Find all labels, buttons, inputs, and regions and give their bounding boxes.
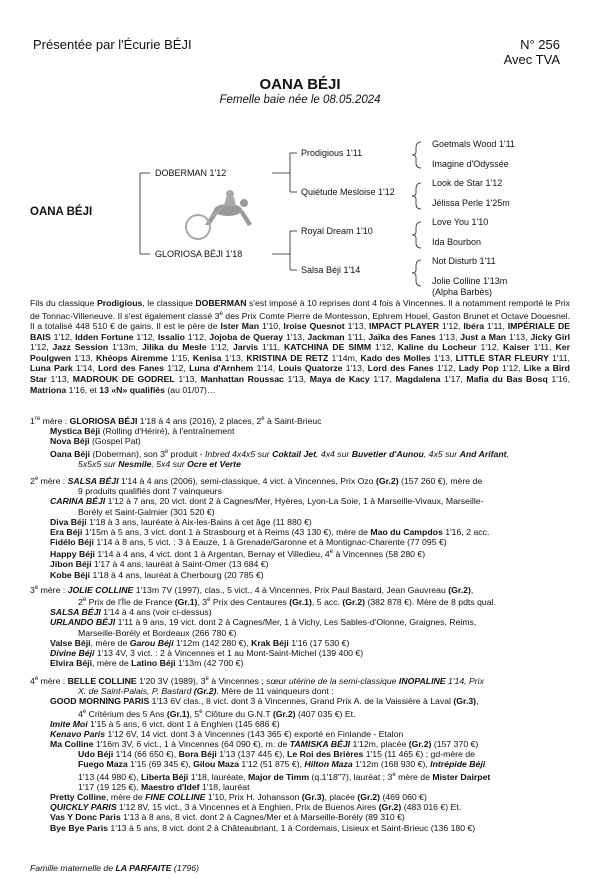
section-line: Diva Béji 1'18 à 3 ans, lauréate à Aix-les-Bains à cet âge (11 880 €) (50, 516, 312, 527)
text-run: Ma Colline (50, 739, 94, 749)
text-run: Hilton Maza (304, 759, 353, 770)
section-line: CARINA BÉJI 1'12 à 7 ans, 20 vict. dont 2 à Cagnes/Mer, Hyères, Lyon-La Soie, 1 à Marseille-Vivaux, Marseille- (50, 496, 484, 507)
section-line: Vas Y Donc Paris 1'13 à 8 ans, 8 vict. dont 2 à Cagnes/Mer et à Marseille-Borély (89 310 €) (50, 812, 405, 823)
text-run: Jackman (307, 331, 345, 342)
text-run: Kaiser (503, 342, 530, 353)
text-run: , 4x5 sur (423, 448, 460, 459)
text-run: INOPALINE (398, 675, 446, 686)
text-run: KRISTINA DE RETZ (246, 352, 329, 363)
text-run: Happy Béji (50, 549, 95, 560)
text-run: GOOD MORNING PARIS (50, 696, 150, 707)
text-run: Udo Béji (78, 749, 114, 760)
section-line: Bye Bye Paris 1'13 à 5 ans, 8 vict. dont 2 à Châteaubriant, 1 à Cordemais, Lisieux et Saint-Brieuc (136 180 €) (50, 822, 476, 833)
text-run: Mafia du Bas Bosq (466, 374, 548, 385)
text-run: Famille maternelle de (30, 863, 116, 873)
text-run: (Gr.2) (272, 708, 296, 719)
text-run: Ibéra (463, 321, 485, 332)
section-line (30, 459, 565, 469)
text-run: (Gr.2) (408, 739, 432, 749)
section-line: X. de Saint-Palais, P. Bastard (Gr.2). Mère de 11 vainqueurs dont : (78, 686, 334, 697)
text-run: Kado des Molles (360, 352, 431, 363)
section-line: Kenavo Paris 1'12 6V, 14 vict. dont 3 à Vincennes (143 365 €) exporté en Finlande - Etalon (50, 728, 404, 739)
text-run: Mystica Béji (50, 426, 101, 437)
text-run: Inbred 4x4x5 sur (204, 448, 273, 459)
text-run: Jilika du Mesle (141, 342, 207, 353)
text-run: Valse Béji (50, 637, 91, 648)
section-line: 1re mère : GLORIOSA BÉJI 1'18 à 4 ans (2016), 2 places, 2e à Saint-Brieuc (30, 415, 322, 426)
dam-section-1 (30, 414, 565, 469)
text-run: Nova Béji (50, 436, 90, 447)
text-run: Kenavo Paris (50, 728, 106, 739)
text-run: Nesmile (118, 458, 152, 469)
pedigree-gen2-4: Salsa Béji 1'14 (301, 265, 361, 275)
section-line: Divine Béji 1'13 4V, 3 vict. : 2 à Vincennes et 1 au Mont-Saint-Michel (139 400 €) (50, 648, 364, 658)
section-line: QUICKLY PARIS 1'12 8V, 15 vict., 3 à Vincennes et à Enghien, Prix de Buenos Aires (Gr.2) (483 016 €) Et. (50, 802, 462, 813)
text-run: URLANDO BÉJI (50, 617, 116, 628)
text-run: SALSA BÉJI (50, 607, 101, 618)
text-run: Lord des Fanes (98, 363, 164, 374)
text-run: Ocre et Verte (187, 458, 241, 469)
pedigree-sire: DOBERMAN 1'12 (155, 168, 227, 178)
text-run: Garou Béji (129, 637, 174, 648)
section-line: Imite Moi 1'15 à 5 ans, 6 vict. dont 1 à Enghien (145 686 €) (50, 718, 280, 729)
section-line: Kobe Béji 1'18 à 4 ans, lauréat à Cherbourg (20 785 €) (50, 569, 264, 580)
text-run: Kobe Béji (50, 569, 91, 580)
text-run: Jaïka des Fanes (368, 331, 436, 342)
text-run: e (82, 708, 87, 715)
text-run: (Gr.1) (174, 596, 198, 607)
text-run: (Gr.3) (301, 791, 325, 802)
section-line: SALSA BÉJI 1'14 à 4 ans (voir ci-dessus) (50, 607, 212, 618)
section-line: Mystica Béji (Rolling d'Hériré), à l'entraînement (50, 426, 235, 437)
presenter-text: Présentée par l'Écurie BÉJI (33, 37, 192, 52)
pedigree-gen2-1: Prodigious 1'11 (301, 148, 363, 158)
pedigree-gen3-3: Look de Star 1'12 (432, 178, 503, 188)
text-run: SALSA BÉJI (67, 475, 119, 486)
text-run: Divine Béji (50, 648, 95, 658)
section-line: Elvira Béji, mère de Latino Béji 1'13m (42 700 €) (50, 658, 244, 669)
text-run: Major de Timm (247, 771, 310, 782)
text-run: Like a Bird Star (30, 363, 570, 385)
text-run: FINE COLLINE (145, 791, 206, 802)
text-run: Jarvis (232, 342, 259, 353)
text-run: e (34, 676, 39, 682)
text-run: And Arifant (459, 448, 507, 459)
maternal-family-footer (30, 863, 199, 873)
text-run: DOBERMAN (195, 298, 247, 308)
text-run: Khéops Airemme (96, 352, 168, 363)
text-run: TAMISKA BÉJI (289, 739, 351, 749)
text-run: Ister Man (220, 321, 260, 332)
text-run: BELLE COLLINE (67, 675, 137, 686)
text-run: Elvira Béji (50, 658, 93, 669)
text-run: Kaline du Locheur (397, 342, 477, 353)
text-run: Pretty Colline (50, 791, 106, 802)
section-line: Fuego Maza 1'15 (69 345 €), Gilou Maza 1'12 (51 875 €), Hilton Maza 1'12m (168 930 €), Intrépide Béji (78, 759, 486, 770)
text-run: IMPÉRIALE DE BAIS (30, 321, 571, 342)
pedigree-gen3-5: Love You 1'10 (432, 217, 489, 227)
pedigree-gen3-7: Not Disturb 1'11 (432, 256, 496, 266)
text-run: e (34, 585, 39, 591)
text-run: Iroise Quesnot (283, 321, 345, 332)
text-run: Le Roi des Brières (287, 749, 364, 760)
text-run: Issalio (157, 331, 185, 342)
section-line: 4e mère : BELLE COLLINE 1'20 3V (1989), 3e à Vincennes ; sœur utérine de la semi-classique INOPALINE 1'14, Prix (30, 675, 484, 686)
section-line: GOOD MORNING PARIS 1'13 6V clas., 8 vict. dont 3 à Vincennes, Grand Prix A. de la Vaissière à Laval (Gr.3), (50, 696, 479, 707)
text-run: , (506, 448, 509, 459)
text-run: 1'14, Prix (445, 675, 484, 686)
sire-description: Fils du classique Prodigious, le classique DOBERMAN s'est imposé à 10 reprises dont 4 fois à Vincennes. Il a notamment remporté le Prix de Tonnac-Villeneuve. Il s'est également classé 3e des Prix Comte Pierre de Montesson, Ephrem Houel, Gaston Brunet et Octave Douesnel. Il a totalisé 448 510 € de gains. Il est le père de Ister Man 1'10, Iroise Quesnot 1'13, IMPACT PLAYER 1'12, Ibéra 1'11, IMPÉRIALE DE BAIS 1'12, Idden Fortune 1'12, Issalio 1'12, Jojoba de Queray 1'13, Jackman 1'11, Jaïka des Fanes 1'13, Just a Man 1'13, Jicky Girl 1'12, Jazz Session 1'13m, Jilika du Mesle 1'12, Jarvis 1'11, KATCHINA DE SIMM 1'12, Kaline du Locheur 1'12, Kaiser 1'11, Ker Poulgwen 1'13, Khéops Airemme 1'15, Kenisa 1'13, KRISTINA DE RETZ 1'14m, Kado des Molles 1'13, LITTLE STAR FLEURY 1'11, Luna Park 1'14, Lord des Fanes 1'12, Luna d'Arnhem 1'14, Louis Quatorze 1'13, Lord des Fanes 1'12, Lady Pop 1'12, Like a Bird Star 1'13, MADROUK DE GODREL 1'13, Manhattan Roussac 1'13, Maya de Kacy 1'17, Magdalena 1'17, Mafia du Bas Bosq 1'16, Matriona 1'16, et 13 «N» qualifiés (au 01/07)… (30, 298, 571, 395)
section-line: 2e Prix de l'Île de France (Gr.1), 3e Prix des Centaures (Gr.1), 5 acc. (Gr.2) (382 878 €). Mère de 8 pdts qual. (78, 596, 496, 607)
lot-info (504, 37, 560, 67)
pedigree-gen3-4: Jélissa Perle 1'25m (432, 198, 510, 208)
text-run: e (261, 416, 265, 422)
text-run: Oana Béji (50, 448, 91, 459)
text-run: Manhattan Roussac (200, 374, 284, 385)
text-run: Jibon Béji (50, 559, 92, 570)
text-run: e (34, 476, 39, 482)
text-run: Lord des Fanes (367, 363, 434, 374)
dam-section-3 (30, 583, 565, 668)
pedigree-gen3-8-note: (Alpha Barbès) (432, 287, 493, 297)
text-run: (1796) (171, 863, 199, 873)
text-run: Prodigious (96, 298, 143, 308)
pedigree-chart (0, 130, 600, 300)
horse-silhouette-icon (186, 190, 252, 239)
text-run: Matriona (30, 384, 67, 395)
section-line: Ma Colline 1'16m 3V, 6 vict., 1 à Vincennes (64 090 €), m. de TAMISKA BÉJI 1'12m, placée (Gr.2) (157 370 €) (50, 739, 479, 749)
text-run: Just a Man (460, 331, 507, 342)
text-run: Magdalena (395, 374, 441, 385)
text-run: MADROUK DE GODREL (72, 374, 175, 385)
text-run: e (219, 310, 223, 317)
text-run: Jazz Session (52, 342, 109, 353)
text-run: (Gr.2) (378, 802, 402, 813)
section-line: 3e mère : JOLIE COLLINE 1'13m 7V (1997), clas., 5 vict., 4 à Vincennes, Prix Paul Bastard, Jean Gauvreau (Gr.2), (30, 584, 474, 595)
section-line: Nova Béji (Gospel Pat) (50, 436, 141, 447)
section-line: Era Béji 1'15m à 5 ans, 3 vict. dont 1 à Strasbourg et à Reims (43 130 €), mère de Mao du Campdos 1'16, 2 acc. (50, 526, 490, 537)
text-run: Coktail Jet (272, 448, 317, 459)
section-line: Udo Béji 1'14 (66 650 €), Bora Béji 1'13 (137 445 €), Le Roi des Brières 1'15 (11 465 €) ; gd-mère de (78, 749, 475, 760)
text-run: IMPACT PLAYER (369, 321, 439, 332)
text-run: e (199, 708, 203, 715)
pedigree-gen3-6: Ida Bourbon (432, 237, 482, 247)
text-run: Intrépide Béji (430, 759, 486, 770)
text-run: , 5x4 sur (151, 458, 188, 469)
text-run: (Gr.2) (193, 686, 217, 697)
text-run: (Gr.2) (357, 791, 381, 802)
text-run: KATCHINA DE SIMM (283, 342, 372, 353)
pedigree-gen3-2: Imagine d'Odyssée (432, 159, 509, 169)
text-run: CARINA BÉJI (50, 496, 106, 507)
section-line: 1'13 (44 980 €), Liberta Béji 1'18, lauréate, Major de Timm (q.1'18''7), lauréat ; 3e mère de Mister Dairpet (78, 771, 491, 782)
section-line: Marseille-Borély et Bordeaux (266 780 €) (78, 627, 237, 638)
dam-section-2 (30, 474, 565, 580)
text-run: Maya de Kacy (309, 374, 370, 385)
horse-name: OANA BÉJI (259, 76, 341, 93)
text-run: re (34, 416, 41, 422)
text-run: Idden Fortune (75, 331, 134, 342)
text-run: Luna Park (30, 363, 73, 374)
text-run: Imite Moi (50, 718, 88, 729)
text-run: Bye Bye Paris (50, 822, 108, 833)
section-line: 1'17 (19 125 €), Maestro d'Idef 1'18, lauréat (78, 781, 250, 792)
section-line: Happy Béji 1'14 à 4 ans, 4 vict. dont 1 à Argentan, Bernay et Villedieu, 4e à Vincennes (58 280 €) (50, 549, 426, 560)
dam-section-4 (30, 674, 565, 833)
section-line: URLANDO BÉJI 1'11 à 9 ans, 19 vict. dont 2 à Cagnes/Mer, 1 à Vichy, Les Sables-d'Olonne, Graignes, Reims, (50, 617, 477, 628)
section-line: Borély et Saint-Galmier (301 520 €) (78, 506, 215, 517)
pedigree-gen3-8: Jolie Colline 1'13m (432, 276, 508, 286)
text-run: (Gr.2) (375, 475, 399, 486)
text-run: Bora Béji (178, 749, 217, 760)
text-run: e (392, 771, 396, 778)
text-run: (Gr.2) (342, 596, 366, 607)
text-run: 5x5x5 sur (78, 458, 119, 469)
pedigree-gen2-2: Quiétude Mesloise 1'12 (301, 187, 395, 197)
text-run: , 4x4 sur (316, 448, 352, 459)
section-line: Oana Béji (Doberman), son 3e produit - Inbred 4x4x5 sur Coktail Jet, 4x4 sur Buvetier d'Aunou, 4x5 sur And Arifant, (50, 448, 509, 459)
lot-number: N° 256 (520, 37, 560, 52)
text-run: Fuego Maza (78, 759, 128, 770)
section-line: 9 produits qualifiés dont 7 vainqueurs (78, 486, 222, 497)
text-run: QUICKLY PARIS (50, 802, 117, 813)
text-run: Mister Dairpet (432, 771, 491, 782)
text-run: sœur utérine de la semi-classique (266, 675, 399, 686)
text-run: Lady Pop (458, 363, 499, 374)
text-run: Buvetier d'Aunou (351, 448, 424, 459)
section-line: Pretty Colline, mère de FINE COLLINE 1'10, Prix H. Johansson (Gr.3), placée (Gr.2) (469 060 €) (50, 791, 427, 802)
text-run: Gilou Maza (193, 759, 239, 770)
text-run: Ker Poulgwen (30, 342, 570, 363)
text-run: X. de Saint-Palais, P. Bastard (78, 686, 194, 697)
text-run: GLORIOSA BÉJI (69, 415, 138, 426)
text-run: (Gr.1) (289, 596, 312, 607)
text-run: e (329, 549, 334, 556)
text-run: Krak Béji (251, 637, 289, 648)
text-run: Vas Y Donc Paris (50, 812, 121, 823)
horse-subtitle: Femelle baie née le 08.05.2024 (219, 94, 381, 106)
text-run: (Gr.2) (448, 584, 471, 595)
text-run: Fidélo Béji (50, 537, 94, 548)
text-run: Louis Quatorze (278, 363, 343, 374)
section-line: 4e Critérium des 5 Ans (Gr.1), 5e Clôture du G.N.T (Gr.2) (407 035 €) Et. (78, 708, 356, 719)
pedigree-gen2-3: Royal Dream 1'10 (301, 226, 373, 236)
text-run: Liberta Béji (141, 771, 189, 782)
text-run: Latino Béji (131, 658, 176, 669)
text-run: e (205, 676, 209, 682)
text-run: e (82, 597, 87, 604)
text-run: (Gr.3) (453, 696, 477, 707)
section-line: Jibon Béji 1'17 à 4 ans, lauréat à Saint-Omer (13 684 €) (50, 559, 269, 570)
text-run: Kenisa (192, 352, 222, 363)
section-line: Valse Béji, mère de Garou Béji 1'12m (142 280 €), Krak Béji 1'16 (17 530 €) (50, 637, 350, 648)
text-run: Mao du Campdos (370, 526, 443, 537)
vat-label: Avec TVA (503, 52, 560, 67)
section-line: Fidélo Béji 1'14 à 8 ans, 5 vict. : 3 à Eauze, 1 à Grenade/Garonne et à Montignac-Charente (77 095 €) (50, 537, 447, 548)
text-run: e (207, 597, 211, 604)
text-run: Diva Béji (50, 516, 87, 527)
text-run: Jicky Girl (530, 331, 571, 342)
pedigree-subject: OANA BÉJI (30, 206, 93, 218)
pedigree-dam: GLORIOSA BÉJI 1'18 (155, 249, 243, 259)
text-run: Maestro d'Idef (141, 781, 200, 792)
text-run: Luna d'Arnhem (189, 363, 254, 374)
text-run: e (164, 448, 169, 455)
text-run: (Gr.1) (166, 708, 190, 719)
text-run: Era Béji (50, 526, 83, 537)
text-run: LA PARFAITE (115, 863, 172, 873)
text-run: Jojoba de Queray (209, 331, 284, 342)
text-run: JOLIE COLLINE (67, 584, 134, 595)
text-run: LITTLE STAR FLEURY (455, 352, 549, 363)
section-line: 2e mère : SALSA BÉJI 1'14 à 4 ans (2006), semi-classique, 4 vict. à Vincennes, Prix Ozo (Gr.2) (157 260 €), mère de (30, 475, 483, 486)
text-run: 13 «N» qualifiés (99, 384, 165, 395)
pedigree-gen3-1: Goetmals Wood 1'11 (432, 139, 515, 149)
